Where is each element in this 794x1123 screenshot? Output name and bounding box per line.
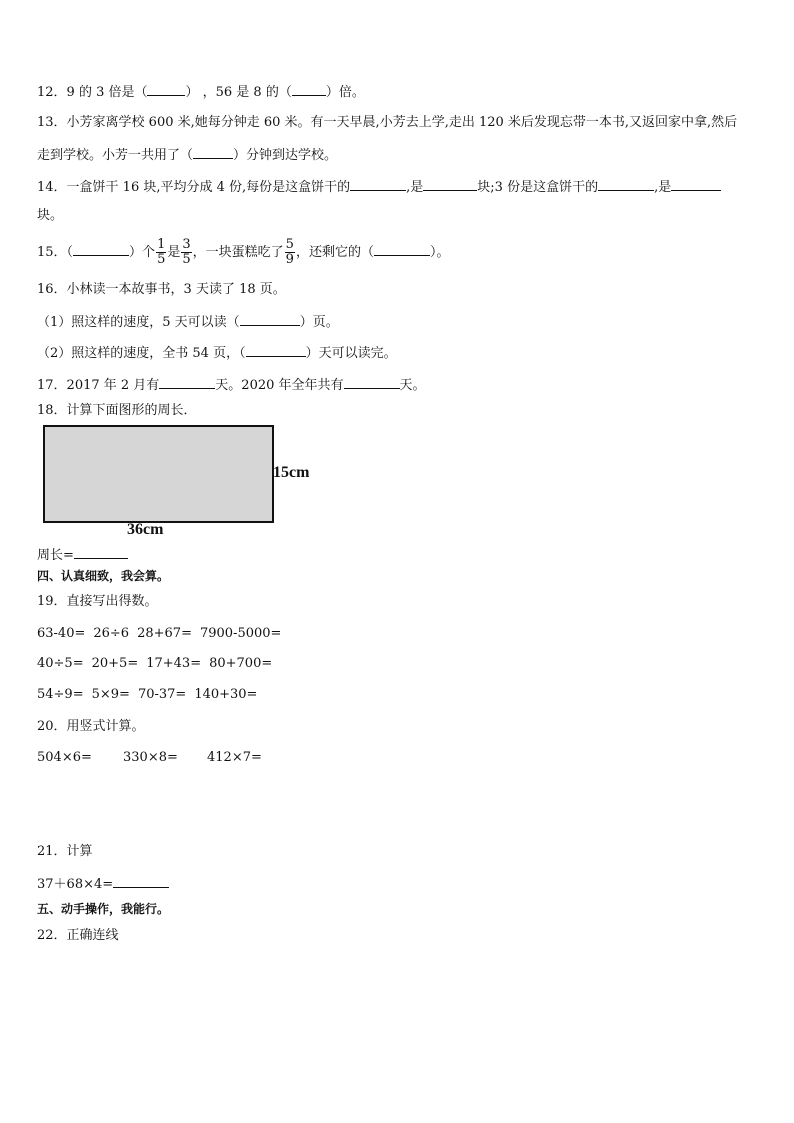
answer-blank[interactable] [671,177,721,191]
answer-blank[interactable] [240,312,300,326]
rectangle-figure [43,425,274,523]
fraction: $\frac{1}{5}$ [157,237,166,267]
fraction: $\frac{3}{5}$ [182,237,191,267]
answer-blank[interactable] [350,177,406,191]
question-16-part2: （2）照这样的速度，全书 54 页，（ ）天可以读完。 [37,343,397,363]
answer-blank[interactable] [73,242,129,256]
question-16: 16．小林读一本故事书，3 天读了 18 页。 [37,282,286,297]
question-20: 20．用竖式计算。 [37,719,145,734]
question-13-line2: 走到学校。小芳一共用了（ ）分钟到达学校。 [37,145,337,165]
answer-blank[interactable] [159,375,215,389]
question-14-end: 块。 [37,208,64,223]
question-14: 14．一盒饼干 16 块,平均分成 4 份,每份是这盒饼干的 ,是 块;3 份是这盒饼干的 ,是 [37,177,721,197]
answer-blank[interactable] [74,545,128,559]
perimeter-answer: 周长= [37,545,128,565]
calc-row-3: 54÷9= 5×9= 70-37= 140+30= [37,687,258,702]
question-17: 17．2017 年 2 月有 天。2020 年全年共有 天。 [37,375,426,395]
height-label: 15cm [273,464,310,481]
answer-blank[interactable] [374,242,430,256]
answer-blank[interactable] [292,82,326,96]
question-19: 19．直接写出得数。 [37,594,158,609]
question-15: 15．（ ）个 $\frac{1}{5}$ 是 $\frac{3}{5}$ ，一块蛋糕吃了 $\frac{5}{9}$ ，还剩它的（ ）。 [37,237,450,267]
fraction: $\frac{5}{9}$ [285,237,294,267]
answer-blank[interactable] [246,343,306,357]
answer-blank[interactable] [113,874,169,888]
question-22: 22．正确连线 [37,928,119,943]
answer-blank[interactable] [344,375,400,389]
calc-row-2: 40÷5= 20+5= 17+43= 80+700= [37,656,273,671]
question-12: 12．9 的 3 倍是（ ） ，56 是 8 的（ ）倍。 [37,82,365,102]
answer-blank[interactable] [423,177,477,191]
question-16-part1: （1）照这样的速度，5 天可以读（ ）页。 [37,312,339,332]
answer-blank[interactable] [193,145,233,159]
calc-row-1: 63-40= 26÷6 28+67= 7900-5000= [37,626,282,641]
vertical-calc-row: 504×6= 330×8= 412×7= [37,750,262,765]
answer-blank[interactable] [598,177,654,191]
section-4-heading: 四、认真细致，我会算。 [37,569,170,583]
question-13-line1: 13．小芳家离学校 600 米,她每分钟走 60 米。有一天早晨,小芳去上学,走出 120 米后发现忘带一本书,又返回家中拿,然后 [37,115,738,130]
width-label: 36cm [127,521,164,538]
section-5-heading: 五、动手操作，我能行。 [37,902,170,916]
answer-blank[interactable] [147,82,185,96]
question-18: 18．计算下面图形的周长． [37,403,197,418]
question-21-expression: 37＋68×4= [37,874,169,894]
question-21: 21．计算 [37,844,93,859]
